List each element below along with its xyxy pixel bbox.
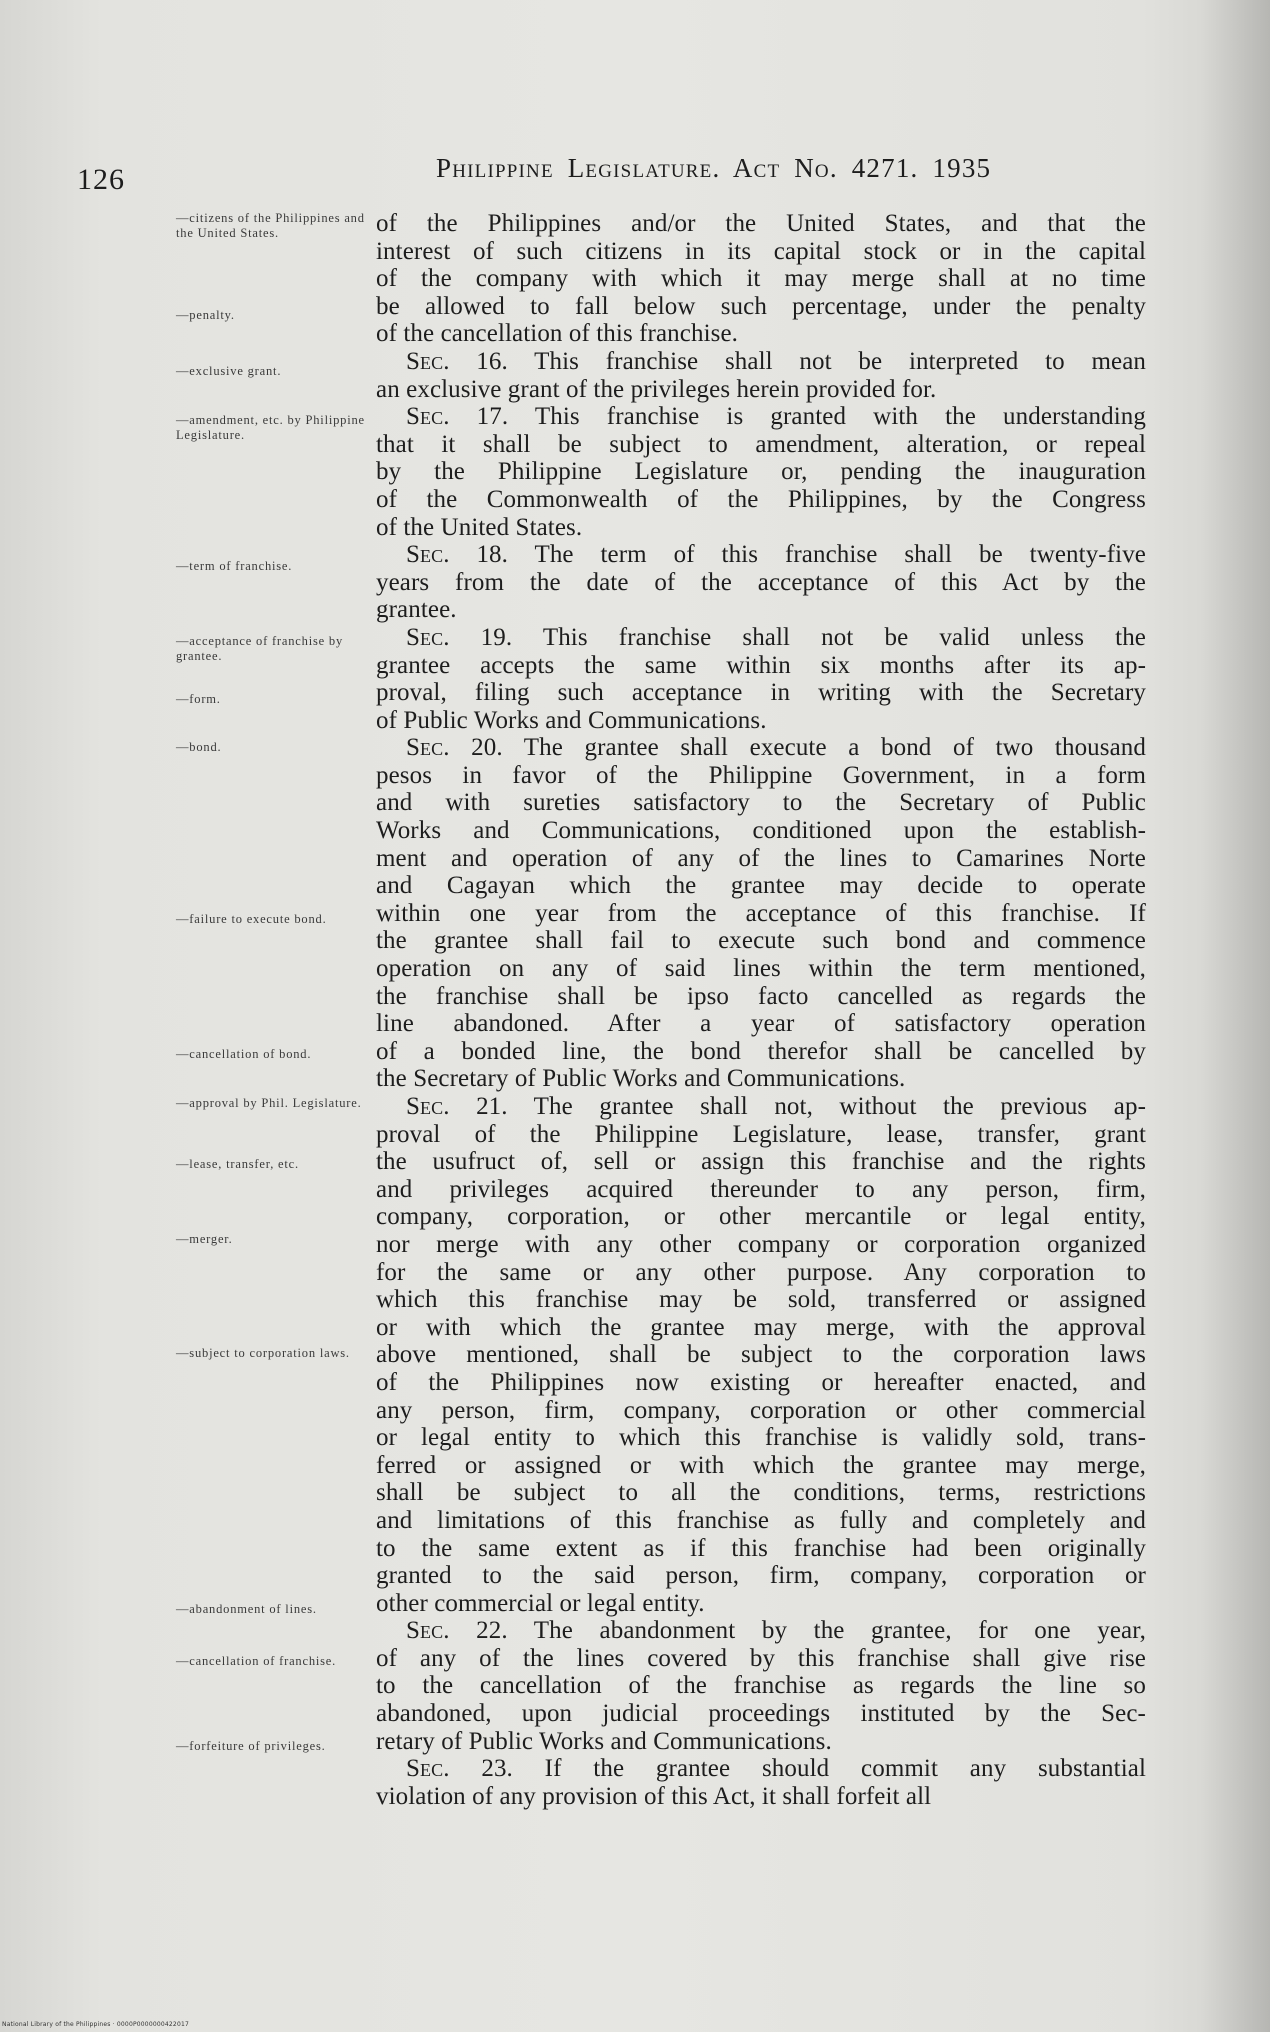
text-line: Works and Communications, conditioned upon the establish- <box>376 817 1146 845</box>
text-line: of a bonded line, the bond therefor shall be cancelled by <box>376 1037 1146 1065</box>
text-line: of the Commonwealth of the Philippines, by the Congress <box>376 485 1146 513</box>
running-head: Philippine Legislature. Act No. 4271. 1935 <box>436 153 992 183</box>
text-line: company, corporation, or other mercantile or legal entity, <box>376 1203 1146 1231</box>
text-line: the grantee shall fail to execute such bond and commence <box>376 927 1146 955</box>
text-line: grantee accepts the same within six months after its ap- <box>376 651 1146 679</box>
text-line: and privileges acquired thereunder to any person, firm, <box>376 1175 1146 1203</box>
text-line: the franchise shall be ipso facto cancelled as regards the <box>376 982 1146 1010</box>
side-note-cancellation-bond: —cancellation of bond. <box>176 1047 312 1061</box>
text-line: other commercial or legal entity. <box>376 1589 705 1617</box>
text-line: retary of Public Works and Communications. <box>376 1727 832 1755</box>
text-line: line abandoned. After a year of satisfactory operation <box>376 1010 1146 1038</box>
text-line: Sec. 18. The term of this franchise shall be twenty-five <box>406 541 1146 569</box>
text-line: interest of such citizens in its capital stock or in the capital <box>376 237 1146 265</box>
text-line: Sec. 20. The grantee shall execute a bond of two thousand <box>406 734 1146 762</box>
text-line: ferred or assigned or with which the grantee may merge, <box>376 1451 1146 1479</box>
text-line: Sec. 19. This franchise shall not be valid unless the <box>406 623 1146 651</box>
text-line: that it shall be subject to amendment, alteration, or repeal <box>376 430 1146 458</box>
text-line: or legal entity to which this franchise is validly sold, trans- <box>376 1424 1146 1452</box>
text-line: nor merge with any other company or corporation organized <box>376 1230 1146 1258</box>
body-text <box>376 210 1146 1810</box>
text-line: Sec. 16. This franchise shall not be interpreted to mean <box>406 347 1146 375</box>
side-note-bond: —bond. <box>176 740 222 754</box>
text-line: any person, firm, company, corporation or other commercial <box>376 1396 1146 1424</box>
text-line: Sec. 21. The grantee shall not, without the previous ap- <box>406 1093 1146 1120</box>
side-note-acceptance: —acceptance of franchise by grantee. <box>176 634 344 663</box>
text-line: proval, filing such acceptance in writing with the Secretary <box>376 679 1146 707</box>
side-note-amendment: —amendment, etc. by Philippine Legislature. <box>176 413 365 442</box>
text-line: Sec. 17. This franchise is granted with the understanding <box>406 403 1146 431</box>
text-line: granted to the said person, firm, company, corporation or <box>376 1562 1146 1590</box>
side-note-lease: —lease, transfer, etc. <box>176 1157 299 1171</box>
text-line: the usufruct of, sell or assign this franchise and the rights <box>376 1148 1146 1176</box>
text-line: shall be subject to all the conditions, terms, restrictions <box>376 1479 1146 1507</box>
text-line: of the Philippines and/or the United States, and that the <box>376 210 1146 237</box>
text-line: of the company with which it may merge shall at no time <box>376 265 1146 293</box>
text-line: years from the date of the acceptance of this Act by the <box>376 568 1146 596</box>
text-line: and limitations of this franchise as fully and completely and <box>376 1506 1146 1534</box>
side-note-cancellation-franchise: —cancellation of franchise. <box>176 1654 337 1668</box>
binding-shadow <box>1200 0 1270 2032</box>
text-line: to the same extent as if this franchise had been originally <box>376 1534 1146 1562</box>
text-line: within one year from the acceptance of this franchise. If <box>376 899 1146 927</box>
side-note-abandonment: —abandonment of lines. <box>176 1602 317 1616</box>
text-line: for the same or any other purpose. Any corporation to <box>376 1258 1146 1286</box>
side-note-form: —form. <box>176 692 221 706</box>
side-note-approval: —approval by Phil. Legislature. <box>176 1096 362 1110</box>
text-line: be allowed to fall below such percentage, under the penalty <box>376 292 1146 320</box>
text-line: of any of the lines covered by this franchise shall give rise <box>376 1644 1146 1672</box>
text-line: Sec. 22. The abandonment by the grantee, for one year, <box>406 1617 1146 1645</box>
text-line: and Cagayan which the grantee may decide to operate <box>376 872 1146 900</box>
text-line: by the Philippine Legislature or, pending the inauguration <box>376 458 1146 486</box>
scan-footer-note: National Library of the Philippines · 0000P0000000422017 <box>2 2021 190 2028</box>
text-line: abandoned, upon judicial proceedings instituted by the Sec- <box>376 1700 1146 1728</box>
side-note-exclusive-grant: —exclusive grant. <box>176 364 282 378</box>
side-note-failure: —failure to execute bond. <box>176 912 327 926</box>
text-line: ment and operation of any of the lines to Camarines Norte <box>376 844 1146 872</box>
text-line: to the cancellation of the franchise as regards the line so <box>376 1672 1146 1700</box>
text-line: and with sureties satisfactory to the Secretary of Public <box>376 789 1146 817</box>
side-note-subject: —subject to corporation laws. <box>176 1346 350 1360</box>
side-note-citizens: —citizens of the Philippines and the United States. <box>176 211 365 240</box>
side-note-term: —term of franchise. <box>176 559 293 573</box>
text-line: which this franchise may be sold, transferred or assigned <box>376 1286 1146 1314</box>
text-line: Sec. 23. If the grantee should commit any substantial <box>406 1755 1146 1783</box>
text-line: grantee. <box>376 596 457 624</box>
text-line: an exclusive grant of the privileges herein provided for. <box>376 375 937 403</box>
side-note-penalty: —penalty. <box>176 308 235 322</box>
text-line: operation on any of said lines within the term mentioned, <box>376 955 1146 983</box>
text-line: the Secretary of Public Works and Communications. <box>376 1065 906 1093</box>
text-line: of the cancellation of this franchise. <box>376 320 738 348</box>
page-number: 126 <box>77 163 125 196</box>
text-line: of Public Works and Communications. <box>376 706 767 734</box>
text-line: or with which the grantee may merge, with the approval <box>376 1313 1146 1341</box>
text-line: of the United States. <box>376 513 583 541</box>
side-note-forfeiture: —forfeiture of privileges. <box>176 1739 326 1753</box>
text-line: of the Philippines now existing or hereafter enacted, and <box>376 1368 1146 1396</box>
text-line: proval of the Philippine Legislature, lease, transfer, grant <box>376 1120 1146 1148</box>
text-line: violation of any provision of this Act, it shall forfeit all <box>376 1782 932 1810</box>
text-line: above mentioned, shall be subject to the corporation laws <box>376 1341 1146 1369</box>
side-note-merger: —merger. <box>176 1232 233 1246</box>
text-line: pesos in favor of the Philippine Government, in a form <box>376 761 1146 789</box>
